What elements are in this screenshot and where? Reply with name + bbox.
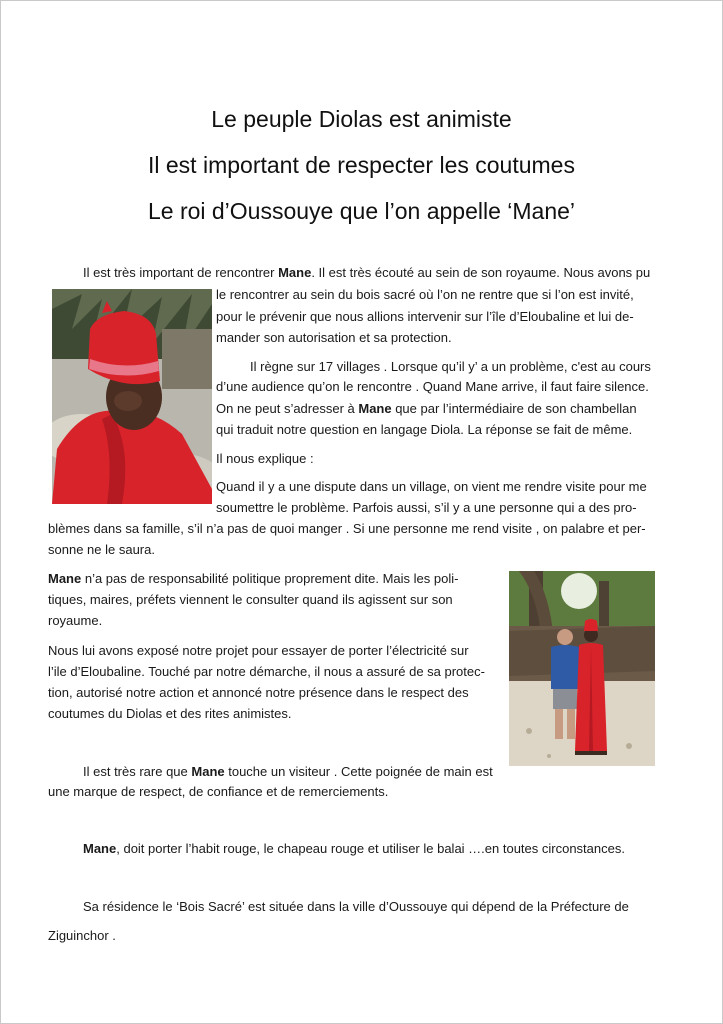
paragraph-5-line-1: Mane n’a pas de responsabilité politique proprement dite. Mais les poli-: [48, 571, 459, 586]
paragraph-2-line-1: Il règne sur 17 villages . Lorsque qu’il y’ a un problème, c'est au cours: [250, 359, 651, 374]
paragraph-5-line-3: royaume.: [48, 613, 103, 628]
paragraph-5-line-2: tiques, maires, préfets viennent le consulter quand ils agissent sur son: [48, 592, 453, 607]
paragraph-1-line-3: pour le prévenir que nous allions intervenir sur l’île d’Eloubaline et lui de-: [216, 309, 634, 324]
title-line-2: Il est important de respecter les coutumes: [148, 152, 575, 178]
name-mane: Mane: [191, 764, 225, 779]
name-mane: Mane: [48, 571, 82, 586]
paragraph-4-line-4: sonne ne le saura.: [48, 542, 155, 557]
paragraph-1-line-1: Il est très important de rencontrer Mane. Il est très écouté au sein de son royaume. Nous avons pu: [83, 265, 651, 280]
paragraph-4-line-2: soumettre le problème. Parfois aussi, s’il y a une personne qui a des pro-: [216, 500, 637, 515]
title-line-3: Le roi d’Oussouye que l’on appelle ‘Mane’: [147, 198, 576, 224]
paragraph-6-line-4: coutumes du Diolas et des rites animistes.: [48, 706, 292, 721]
paragraph-2-line-3: On ne peut s’adresser à Mane que par l’intermédiaire de son chambellan: [216, 401, 637, 416]
name-mane: Mane: [83, 841, 117, 856]
photo-visitor-with-king: [509, 571, 655, 766]
paragraph-6-line-2: l’ile d’Eloubaline. Touché par notre démarche, il nous a assuré de sa protec-: [48, 664, 485, 679]
name-mane: Mane: [278, 265, 312, 280]
paragraph-1-line-2: le rencontrer au sein du bois sacré où l’on ne rentre que si l’on est invité,: [216, 287, 634, 302]
paragraph-6-line-3: tion, autorisé notre action et annoncé notre présence dans le respect des: [48, 685, 469, 700]
title-block: [0, 96, 723, 234]
paragraph-7-line-1: Il est très rare que Mane touche un visiteur . Cette poignée de main est: [83, 764, 493, 779]
title-line-1: Le peuple Diolas est animiste: [211, 106, 512, 132]
paragraph-9-line-1: Sa résidence le ‘Bois Sacré’ est située dans la ville d’Oussouye qui dépend de la Préfecture de: [83, 899, 629, 914]
paragraph-2-line-2: d’une audience qu’on le rencontre . Quand Mane arrive, il faut faire silence.: [216, 379, 649, 394]
photo-king-mane: [52, 289, 212, 504]
paragraph-4-line-1: Quand il y a une dispute dans un village, on vient me rendre visite pour me: [216, 479, 647, 494]
paragraph-4-line-3: blèmes dans sa famille, s’il n’a pas de quoi manger . Si une personne me rend visite , on palabre et per-: [48, 521, 646, 536]
name-mane: Mane: [358, 401, 392, 416]
paragraph-3: Il nous explique :: [216, 451, 314, 466]
paragraph-6-line-1: Nous lui avons exposé notre projet pour essayer de porter l’électricité sur: [48, 643, 469, 658]
paragraph-7-line-2: une marque de respect, de confiance et de remerciements.: [48, 784, 389, 799]
paragraph-9-line-2: Ziguinchor .: [48, 928, 116, 943]
paragraph-8: Mane, doit porter l’habit rouge, le chapeau rouge et utiliser le balai ….en toutes circonstances.: [83, 841, 625, 856]
paragraph-2-line-4: qui traduit notre question en langage Diola. La réponse se fait de même.: [216, 422, 633, 437]
paragraph-1-line-4: mander son autorisation et sa protection.: [216, 330, 452, 345]
